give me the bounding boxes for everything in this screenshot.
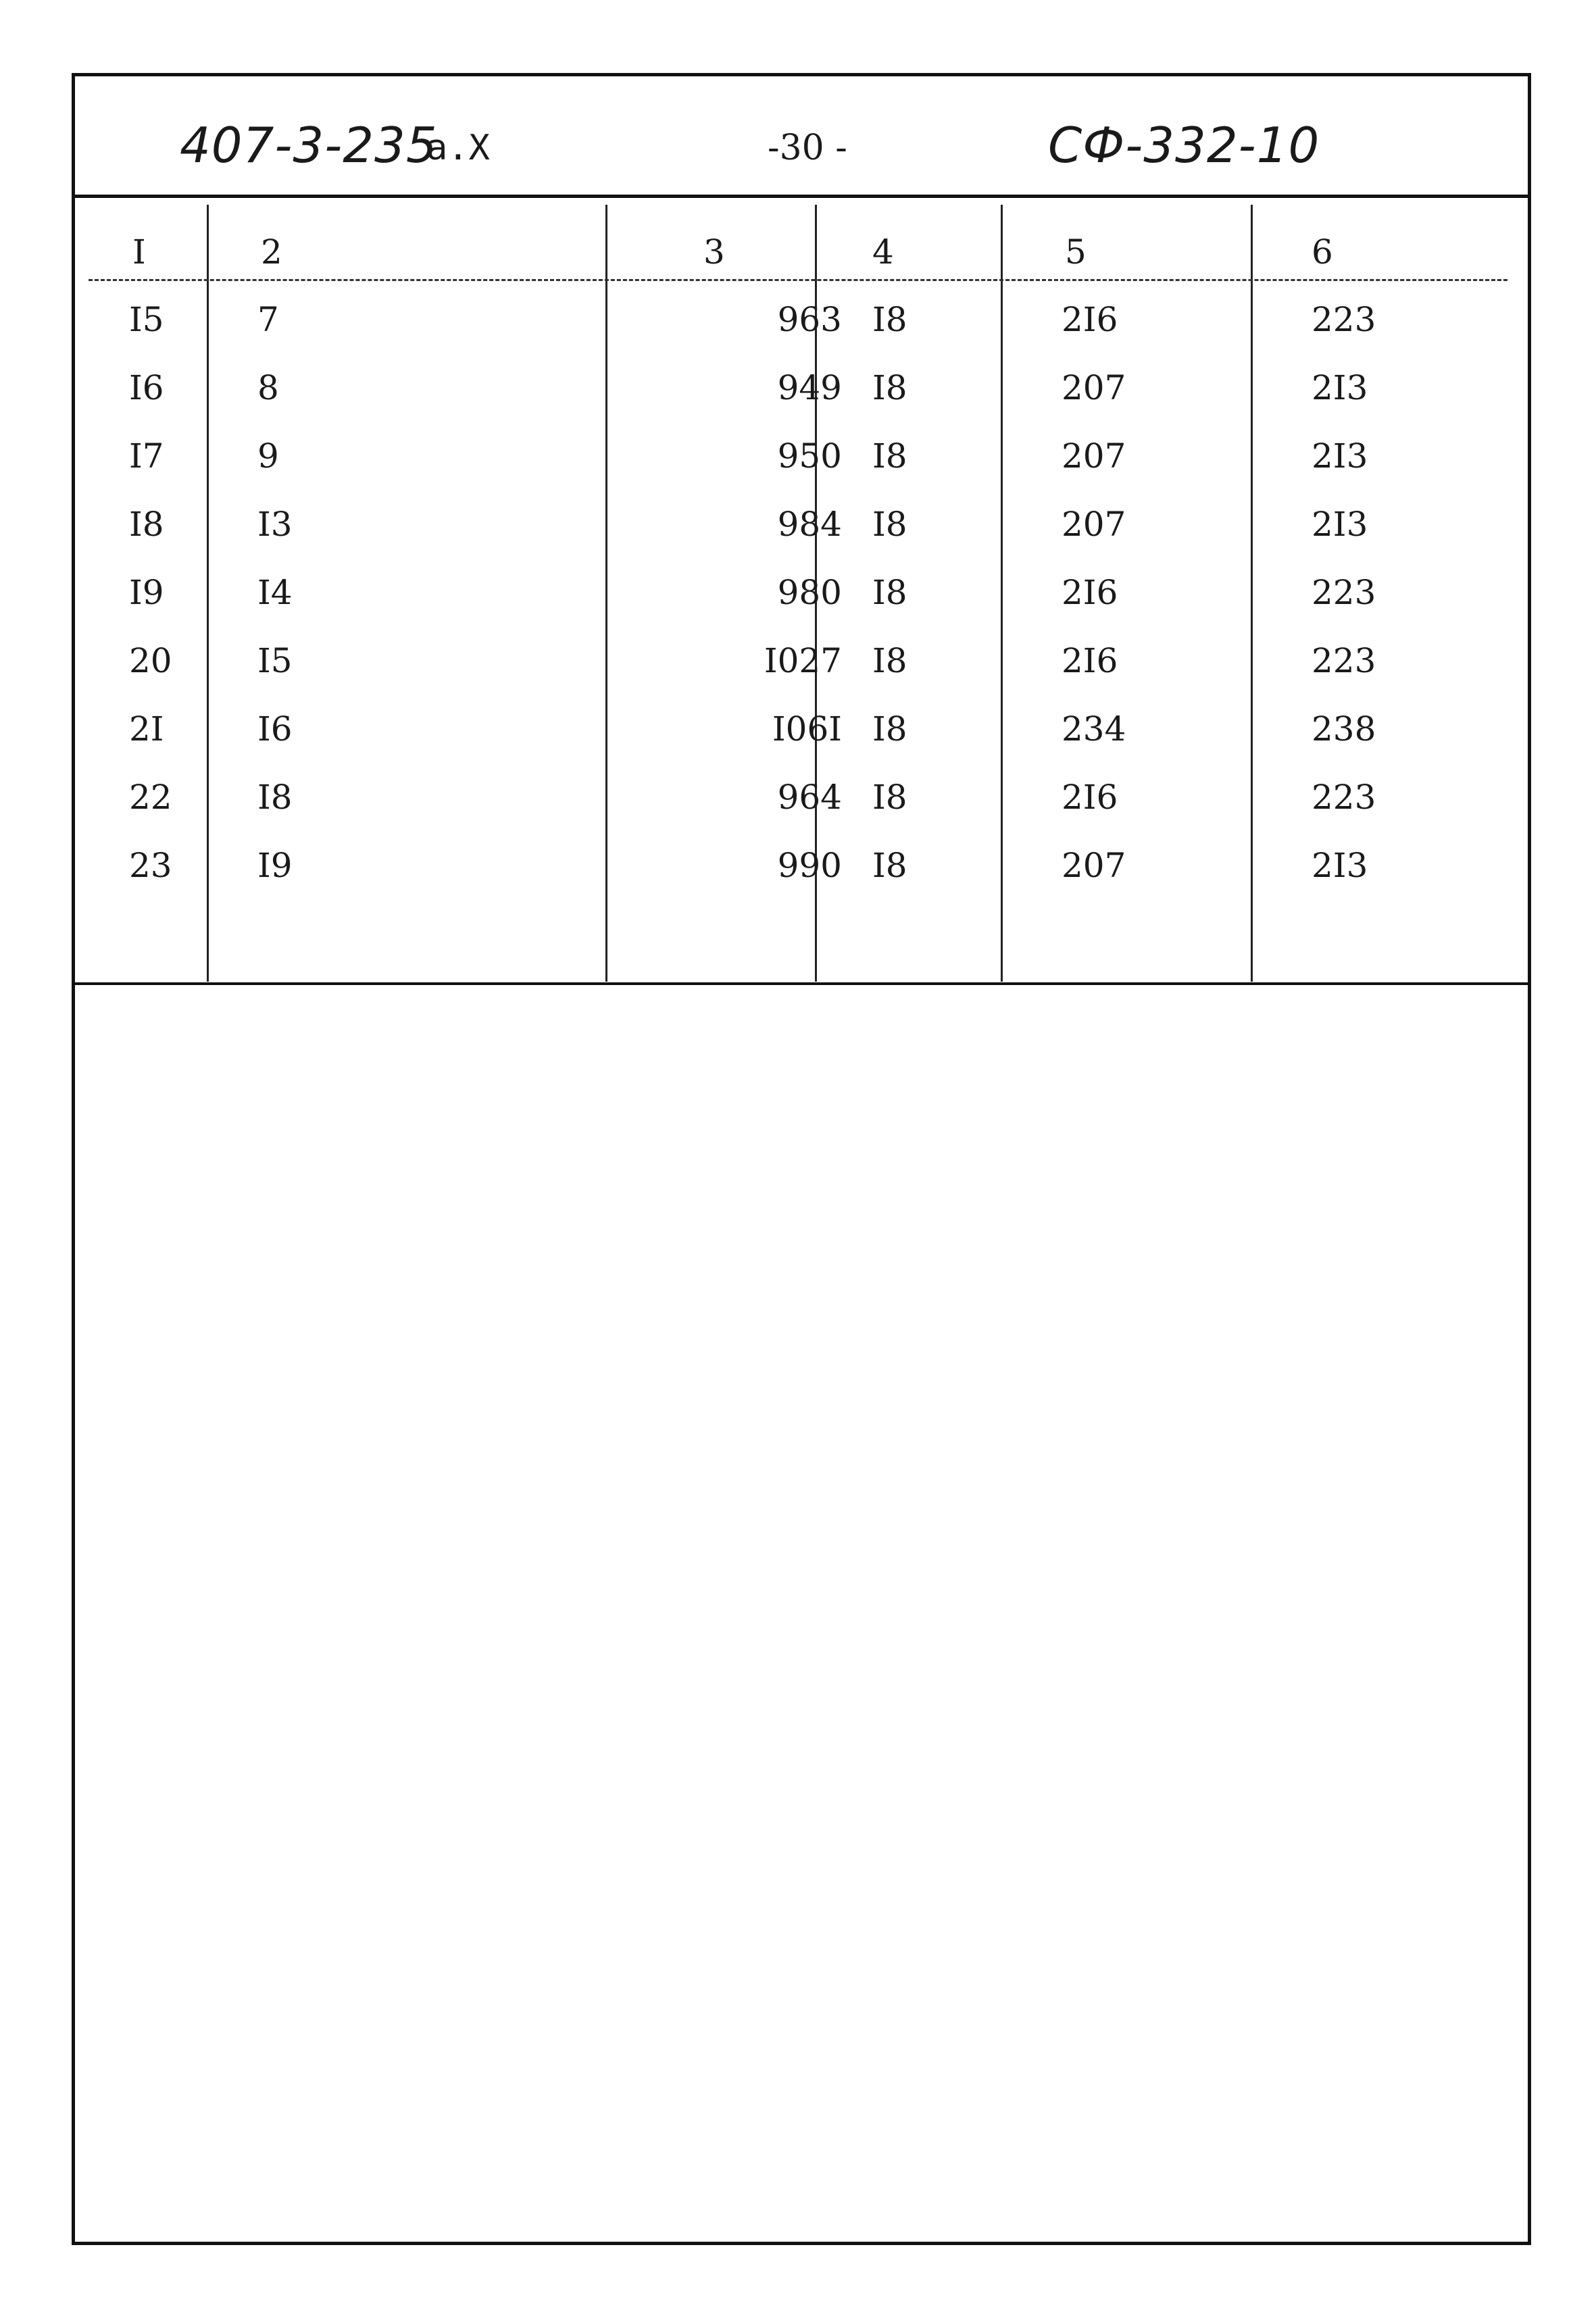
table-cell: 23 <box>129 846 172 885</box>
table-cell: I7 <box>129 436 164 476</box>
table-cell: 207 <box>1062 846 1126 885</box>
table-cell: 950 <box>777 436 842 476</box>
table-cell: I5 <box>257 641 293 680</box>
table-cell: 2I <box>129 709 164 749</box>
table-cell: 223 <box>1312 573 1376 612</box>
column-divider <box>1251 205 1253 982</box>
table-cell: 2I6 <box>1062 778 1118 817</box>
table-cell: I6 <box>257 709 293 749</box>
table-cell: 984 <box>777 505 842 544</box>
table-cell: 223 <box>1312 641 1376 680</box>
sheet-label: a.X <box>426 128 490 168</box>
table-cell: 964 <box>777 778 842 817</box>
table-cell: 2I3 <box>1312 505 1368 544</box>
table-cell: I9 <box>257 846 293 885</box>
table-cell: 223 <box>1312 300 1376 339</box>
table-cell: 2I3 <box>1312 368 1368 407</box>
table-cell: 963 <box>777 300 842 339</box>
table-cell: 22 <box>129 778 172 817</box>
table-cell: I8 <box>129 505 164 544</box>
table-cell: 2I3 <box>1312 436 1368 476</box>
table-cell: 238 <box>1312 709 1376 749</box>
table-cell: 8 <box>257 368 279 407</box>
table-cell: I8 <box>872 505 907 544</box>
column-header: 4 <box>872 232 894 272</box>
table-cell: I9 <box>129 573 164 612</box>
column-divider <box>1001 205 1003 982</box>
table-cell: I8 <box>872 300 907 339</box>
table-cell: I06I <box>772 709 842 749</box>
table-cell: 2I6 <box>1062 573 1118 612</box>
table-cell: I4 <box>257 573 293 612</box>
table-cell: I8 <box>872 709 907 749</box>
column-divider <box>207 205 209 982</box>
table-cell: I8 <box>872 368 907 407</box>
page-number: -30 - <box>768 128 847 168</box>
table-cell: 2I3 <box>1312 846 1368 885</box>
title-block <box>75 76 1528 198</box>
table-cell: 9 <box>257 436 279 476</box>
table-cell: I8 <box>872 846 907 885</box>
table-cell: 980 <box>777 573 842 612</box>
document-code: СФ-332-10 <box>1048 117 1320 174</box>
document-sheet <box>72 73 1531 2245</box>
table-cell: 990 <box>777 846 842 885</box>
table-cell: I8 <box>872 641 907 680</box>
table-cell: 207 <box>1062 436 1126 476</box>
table-cell: 207 <box>1062 505 1126 544</box>
table-cell: 7 <box>257 300 279 339</box>
table-cell: 207 <box>1062 368 1126 407</box>
column-header: I <box>132 232 146 272</box>
table-cell: I8 <box>257 778 293 817</box>
table-cell: 949 <box>777 368 842 407</box>
column-header: 3 <box>703 232 725 272</box>
table-cell: 234 <box>1062 709 1126 749</box>
header-rule <box>89 279 1507 281</box>
table-cell: 2I6 <box>1062 300 1118 339</box>
table-cell: 20 <box>129 641 172 680</box>
data-table <box>75 198 1528 985</box>
table-cell: 223 <box>1312 778 1376 817</box>
column-header: 2 <box>261 232 282 272</box>
table-cell: 2I6 <box>1062 641 1118 680</box>
table-cell: I027 <box>764 641 842 680</box>
table-cell: I8 <box>872 573 907 612</box>
table-cell: I3 <box>257 505 293 544</box>
table-cell: I8 <box>872 778 907 817</box>
table-cell: I6 <box>129 368 164 407</box>
column-header: 5 <box>1065 232 1087 272</box>
column-header: 6 <box>1312 232 1333 272</box>
project-code: 407-3-235 <box>180 117 438 174</box>
table-cell: I5 <box>129 300 164 339</box>
table-cell: I8 <box>872 436 907 476</box>
column-divider <box>605 205 607 982</box>
